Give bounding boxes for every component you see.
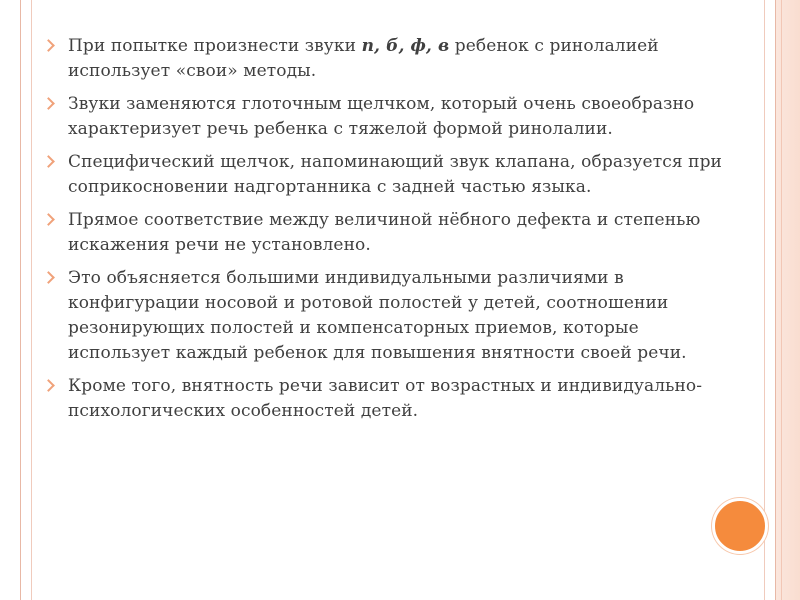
chevron-bullet-icon	[42, 379, 55, 392]
right-decorative-band	[776, 0, 800, 600]
bullet-text-sounds: п, б, ф, в	[361, 36, 450, 56]
bullet-item-3	[44, 150, 734, 200]
bullet-text: Кроме того, внятность речи зависит от возрастных и индивидуально-психологических особенностей детей.	[68, 376, 703, 421]
chevron-bullet-icon	[42, 271, 55, 284]
bullet-text: Специфический щелчок, напоминающий звук клапана, образуется при соприкосновении надгортанника с задней частью языка.	[68, 152, 722, 197]
bullet-item-1	[44, 34, 734, 84]
chevron-bullet-icon	[42, 213, 55, 226]
chevron-bullet-icon	[42, 155, 55, 168]
right-band-line	[781, 0, 782, 600]
bullet-item-4	[44, 208, 734, 258]
orange-circle-decoration	[712, 498, 768, 554]
bullet-list	[44, 34, 734, 424]
bullet-item-2	[44, 92, 734, 142]
bullet-item-5	[44, 266, 734, 366]
bullet-item-6	[44, 374, 734, 424]
bullet-text-after: ребенок с ринолалией использует «свои» методы.	[68, 36, 659, 81]
bullet-text: Звуки заменяются глоточным щелчком, который очень своеобразно характеризует речь ребенка с тяжелой формой ринолалии.	[68, 94, 695, 139]
chevron-bullet-icon	[42, 39, 55, 52]
slide-content	[44, 34, 734, 432]
bullet-text-before: При попытке произнести звуки	[68, 36, 362, 56]
chevron-bullet-icon	[42, 97, 55, 110]
bullet-text: Прямое соответствие между величиной нёбного дефекта и степенью искажения речи не установлено.	[68, 210, 701, 255]
bullet-text: Это объясняется большими индивидуальными различиями в конфигурации носовой и ротовой полостей у детей, соотношении резонирующих полостей и компенсаторных приемов, которые использует каждый ребенок для повышения внятности своей речи.	[68, 268, 687, 363]
